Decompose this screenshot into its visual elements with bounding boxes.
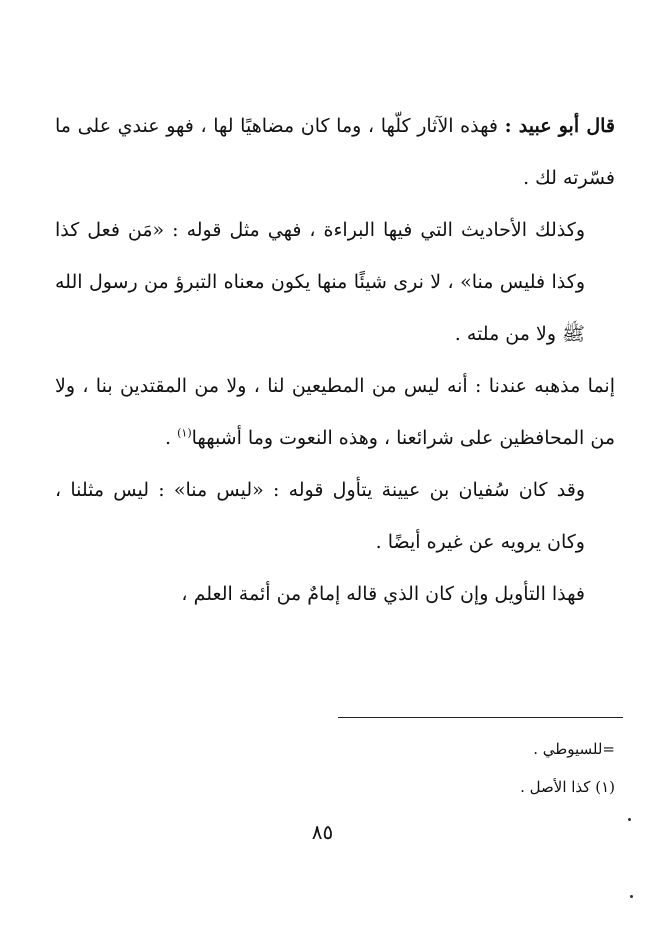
main-text (55, 100, 615, 620)
paragraph-3-tail: . (165, 427, 178, 449)
paragraph-1-text: فهذه الآثار كلّها ، وما كان مضاهيًا لها ، فهو عندي على ما فسّرته لك . (55, 115, 615, 189)
paragraph-5-text: فهذا التأويل وإن كان الذي قاله إمامٌ من أئمة العلم ، (181, 583, 585, 605)
paragraph-5 (55, 568, 615, 620)
speaker-lead: قال أبو عبيد : (504, 115, 615, 137)
footnotes (55, 730, 615, 806)
footnote-divider (338, 717, 623, 718)
paragraph-3 (55, 360, 615, 464)
paragraph-4-text: وقد كان سُفيان بن عيينة يتأول قوله : «ليس منا» : ليس مثلنا ، وكان يرويه عن غيره أيضًا . (55, 479, 585, 553)
paragraph-2-text: وكذلك الأحاديث التي فيها البراءة ، فهي مثل قوله : «مَن فعل كذا وكذا فليس منا» ، لا نرى شيئًا منها يكون معناه التبرؤ من رسول الله ﷺ ولا من ملته . (55, 219, 585, 345)
footnote-1: (١) كذا الأصل . (520, 778, 615, 796)
scan-speck (628, 818, 631, 821)
footnote-reference[interactable]: (١) (177, 426, 192, 440)
footnote-continuation: =للسيوطي . (533, 740, 615, 758)
paragraph-1 (55, 100, 615, 204)
paragraph-4 (55, 464, 615, 568)
page-number: ٨٥ (311, 820, 334, 844)
paragraph-3-text: إنما مذهبه عندنا : أنه ليس من المطيعين لنا ، ولا من المقتدين بنا ، ولا من المحافظين على شرائعنا ، وهذه النعوت وما أشبهها (55, 375, 615, 449)
scan-speck (630, 895, 633, 898)
paragraph-2 (55, 204, 615, 360)
